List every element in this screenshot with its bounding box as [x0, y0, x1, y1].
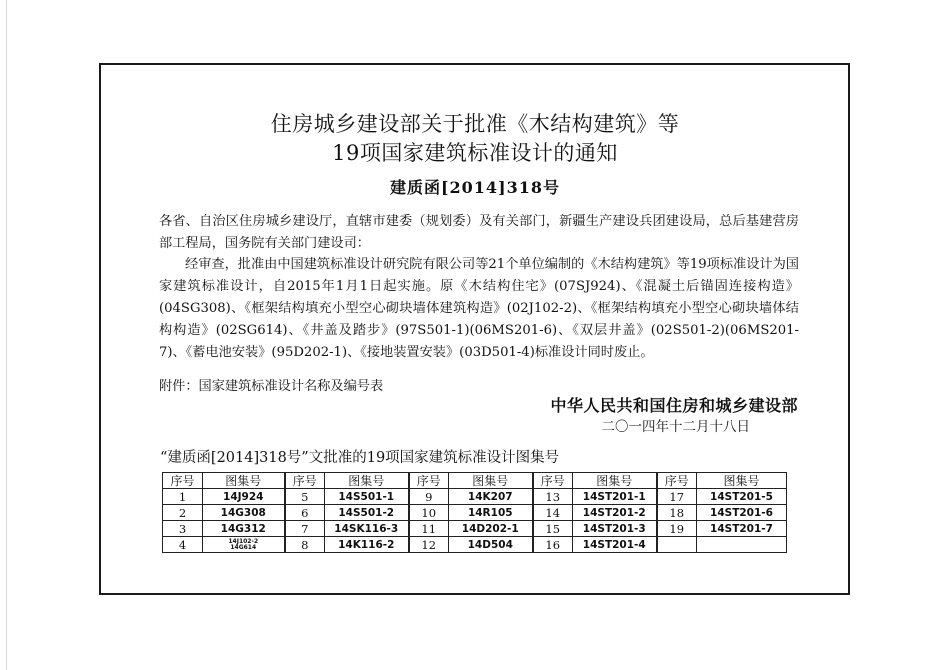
- seq-cell: [657, 537, 697, 553]
- seq-cell: 18: [657, 505, 697, 521]
- seq-cell: 3: [163, 521, 203, 537]
- code-cell: 14K207: [449, 489, 533, 505]
- code-cell: 14ST201-5: [697, 489, 787, 505]
- notice-title-line1: 住房城乡建设部关于批准《木结构建筑》等: [270, 112, 680, 136]
- header-code: 图集号: [203, 473, 285, 489]
- code-cell: 14ST201-2: [573, 505, 657, 521]
- attachment-line: 附件：国家建筑标准设计名称及编号表: [159, 379, 384, 394]
- seq-cell: 1: [163, 489, 203, 505]
- seq-cell: 14: [533, 505, 573, 521]
- code-cell: 14G308: [203, 505, 285, 521]
- page-margin-line: [6, 0, 7, 670]
- seq-cell: 5: [285, 489, 325, 505]
- code-cell: 14S501-1: [325, 489, 409, 505]
- code-line: 14G614: [230, 543, 257, 551]
- header-code: 图集号: [449, 473, 533, 489]
- table-row: [163, 521, 787, 537]
- code-cell: 14ST201-7: [697, 521, 787, 537]
- recipients-paragraph: 各省、自治区住房城乡建设厅，直辖市建委（规划委）及有关部门，新疆生产建设兵团建设局，总后基建营房部工程局，国务院有关部门建设司：: [159, 214, 799, 251]
- seq-cell: 15: [533, 521, 573, 537]
- table-row: [163, 505, 787, 521]
- header-seq: 序号: [409, 473, 449, 489]
- seq-cell: 10: [409, 505, 449, 521]
- seq-cell: 2: [163, 505, 203, 521]
- header-code: 图集号: [697, 473, 787, 489]
- code-cell: 14ST201-3: [573, 521, 657, 537]
- seq-cell: 6: [285, 505, 325, 521]
- table-row: [163, 489, 787, 505]
- code-line: 14J102-2: [228, 537, 259, 545]
- seq-cell: 13: [533, 489, 573, 505]
- code-cell: 14D504: [449, 537, 533, 553]
- table-header-row: [163, 473, 787, 489]
- document-number: 建质函[2014]318号: [389, 178, 561, 197]
- seq-cell: 4: [163, 537, 203, 553]
- code-cell: 14J924: [203, 489, 285, 505]
- table-row: [163, 537, 787, 553]
- issuer-name: 中华人民共和国住房和城乡建设部: [550, 396, 798, 415]
- table-caption: “建质函[2014]318号”文批准的19项国家建筑标准设计图集号: [160, 450, 560, 466]
- body-paragraph: 经审查，批准由中国建筑标准设计研究院有限公司等21个单位编制的《木结构建筑》等19项标准设计为国家建筑标准设计，自2015年1月1日起实施。原《木结构住宅》(07SJ924)、《混凝土后锚固连接构造》(04SG308)、《框架结构填充小型空心砌块墙体建筑构造》(02J102-2)、《框架结构填充小型空心砌块墙体结构构造》(02SG614)、《井盖及踏步》(97S501-1)(06MS201-6)、《双层井盖》(02S501-2)(06MS201-7)、《蓄电池安装》(95D202-1)、《接地装置安装》(03D501-4)标准设计同时废止。: [159, 257, 799, 360]
- issue-date: 二〇一四年十二月十八日: [601, 419, 750, 435]
- code-cell: 14SK116-3: [325, 521, 409, 537]
- atlas-number-table: [162, 472, 787, 553]
- code-cell: 14K116-2: [325, 537, 409, 553]
- header-seq: 序号: [285, 473, 325, 489]
- code-cell: 14S501-2: [325, 505, 409, 521]
- header-code: 图集号: [573, 473, 657, 489]
- header-code: 图集号: [325, 473, 409, 489]
- seq-cell: 11: [409, 521, 449, 537]
- header-seq: 序号: [657, 473, 697, 489]
- code-cell: 14ST201-4: [573, 537, 657, 553]
- notice-title-line2: 19项国家建筑标准设计的通知: [332, 141, 618, 165]
- code-cell: 14ST201-1: [573, 489, 657, 505]
- header-seq: 序号: [533, 473, 573, 489]
- seq-cell: 19: [657, 521, 697, 537]
- code-cell: [697, 537, 787, 553]
- code-cell-double: [203, 537, 285, 553]
- seq-cell: 17: [657, 489, 697, 505]
- seq-cell: 8: [285, 537, 325, 553]
- seq-cell: 9: [409, 489, 449, 505]
- seq-cell: 12: [409, 537, 449, 553]
- seq-cell: 7: [285, 521, 325, 537]
- header-seq: 序号: [163, 473, 203, 489]
- code-cell: 14R105: [449, 505, 533, 521]
- code-cell: 14ST201-6: [697, 505, 787, 521]
- seq-cell: 16: [533, 537, 573, 553]
- code-cell: 14G312: [203, 521, 285, 537]
- code-cell: 14D202-1: [449, 521, 533, 537]
